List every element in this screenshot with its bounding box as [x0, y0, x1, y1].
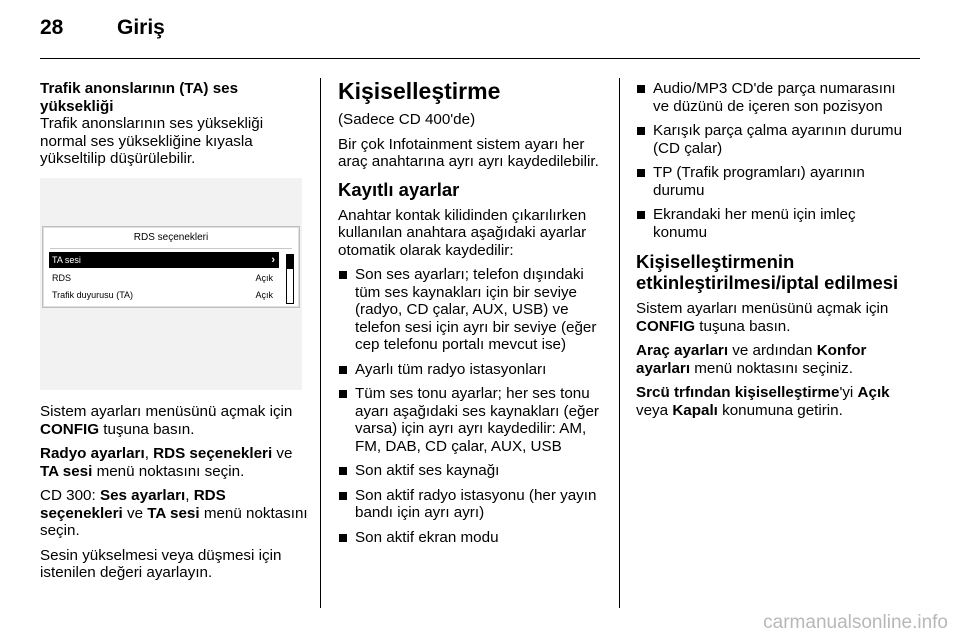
screen-row-value: Açık — [255, 273, 273, 283]
list-item — [636, 206, 910, 241]
text: Sistem ayarları menüsünü açmak için — [40, 403, 293, 420]
text: , — [185, 487, 194, 504]
list-item-text: Son ses ayarları; telefon dışındaki tüm ses kaynakları için bir seviye (radyo, CD çalar, AUX, USB) ve telefon sesi için ayrı bir seviye (eğer cep telefonu portalı mevcut ise) — [355, 266, 597, 353]
option-label: Kapalı — [672, 401, 718, 419]
bullet-icon — [637, 211, 645, 219]
right-column — [636, 80, 910, 426]
personalization-intro: Bir çok Infotainment sistem ayarı her araç anahtarına ayrı ayrı kaydedilebilir. — [338, 135, 599, 170]
screen-title-divider — [50, 248, 292, 249]
list-item — [636, 80, 910, 115]
list-item — [636, 122, 910, 157]
left-step-cd300 — [40, 487, 308, 540]
list-item — [338, 487, 606, 522]
list-item — [338, 361, 606, 379]
right-step-toggle — [636, 384, 910, 419]
bullet-icon — [339, 534, 347, 542]
left-step-adjust: Sesin yükselmesi veya düşmesi için istenilen değeri ayarlayın. — [40, 546, 282, 581]
screen-title: RDS seçenekleri — [133, 232, 209, 243]
rds-options-figure — [40, 178, 302, 390]
menu-label: Srcü trfından kişiselleştirme — [636, 384, 840, 401]
screen-row-value: Açık — [255, 290, 273, 300]
list-item-text: Tüm ses tonu ayarlar; her ses tonu ayarı aşağıdaki ses kaynakları (eğer varsa) için ayrı ayrı kaydedilir: AM, FM, DAB, CD çalar, AUX, USB — [355, 385, 599, 455]
chevron-right-icon: › — [271, 254, 275, 266]
menu-label: RDS seçenekleri — [153, 445, 273, 462]
list-item-text: Ekrandaki her menü için imleç konumu — [653, 206, 856, 241]
list-item-text: Son aktif ekran modu — [355, 528, 499, 546]
left-column-lower — [40, 403, 308, 589]
text: tuşuna basın. — [695, 317, 791, 335]
bullet-icon — [637, 85, 645, 93]
menu-label: TA sesi — [147, 504, 200, 522]
text: tuşuna basın. — [99, 420, 195, 438]
page-title: Giriş — [117, 16, 165, 39]
screen-scrollbar[interactable] — [286, 254, 294, 304]
screen-row-label: TA sesi — [52, 255, 81, 265]
text: , — [144, 445, 154, 462]
bullet-icon — [339, 492, 347, 500]
ta-volume-heading: Trafik anonslarının (TA) ses yüksekliği — [40, 80, 239, 115]
list-item — [636, 164, 910, 199]
screen-row-rds[interactable] — [49, 270, 279, 286]
list-item — [338, 462, 606, 480]
header-rule — [40, 58, 920, 59]
menu-label: Ses ayarları — [99, 487, 186, 504]
bullet-icon — [637, 127, 645, 135]
list-item-text: Karışık parça çalma ayarının durumu (CD çalar) — [653, 122, 903, 157]
text: ve ardından — [728, 342, 817, 359]
list-item-text: Audio/MP3 CD'de parça numarasını ve düzünü de içeren son pozisyon — [653, 80, 896, 115]
menu-label: Araç ayarları — [636, 342, 729, 359]
list-item-text: Son aktif ses kaynağı — [355, 462, 500, 479]
bullet-icon — [339, 467, 347, 475]
right-step-open-config — [636, 300, 910, 335]
list-item-text: Son aktif radyo istasyonu (her yayın bandı için ayrı ayrı) — [355, 486, 597, 521]
text: menü noktasını seçin. — [40, 504, 308, 539]
left-step-select-menu — [40, 445, 308, 480]
screen-row-label: Trafik duyurusu (TA) — [52, 290, 134, 300]
text: menü noktasını seçin. — [92, 462, 245, 480]
config-key-label: CONFIG — [40, 420, 100, 438]
text: konumuna getirin. — [717, 401, 843, 419]
text: CD 300: — [40, 487, 100, 504]
text: menü noktasını seçiniz. — [690, 359, 853, 377]
screen-row-traffic-announcement[interactable] — [49, 287, 279, 303]
bullet-icon — [339, 271, 347, 279]
saved-settings-list-continued — [636, 80, 910, 241]
page-number: 28 — [40, 16, 64, 39]
saved-settings-heading: Kayıtlı ayarlar — [338, 178, 460, 200]
list-item-text: TP (Trafik programları) ayarının durumu — [653, 164, 865, 199]
list-item — [338, 266, 606, 354]
rds-options-screen — [42, 226, 300, 308]
saved-settings-list — [338, 266, 606, 546]
menu-label: RDS seçenekleri — [40, 487, 226, 522]
personalization-note: (Sadece CD 400'de) — [338, 111, 476, 128]
watermark: carmanualsonline.info — [763, 612, 948, 633]
personalization-heading: Kişiselleştirme — [338, 78, 501, 104]
middle-column — [338, 78, 606, 553]
page-header — [40, 16, 920, 56]
text: ve — [122, 504, 148, 522]
menu-label: Radyo ayarları — [40, 445, 145, 462]
menu-label: Konfor ayarları — [636, 342, 867, 377]
list-item — [338, 385, 606, 455]
right-step-select-menu — [636, 342, 910, 377]
bullet-icon — [339, 390, 347, 398]
left-step-open-config — [40, 403, 308, 438]
bullet-icon — [637, 169, 645, 177]
config-key-label: CONFIG — [636, 317, 696, 335]
option-label: Açık — [857, 384, 890, 401]
text: Sistem ayarları menüsünü açmak için — [636, 300, 889, 317]
text: ve — [272, 445, 293, 462]
toggle-personalization-heading: Kişiselleştirmenin etkinleştirilmesi/iptal edilmesi — [636, 251, 899, 293]
menu-label: TA sesi — [40, 462, 93, 480]
text: 'yi — [839, 384, 858, 401]
column-divider-2 — [619, 78, 620, 608]
ta-volume-intro: Trafik anonslarının ses yüksekliği normal ses yüksekliğine kıyasla yükseltilip düşürülebilir. — [40, 115, 264, 167]
scrollbar-thumb[interactable] — [287, 255, 293, 269]
list-item — [338, 529, 606, 547]
screen-row-ta-volume[interactable] — [49, 252, 279, 268]
saved-settings-intro: Anahtar kontak kilidinden çıkarılırken kullanılan anahtara aşağıdaki ayarlar otomatik olarak kaydedilir: — [338, 206, 587, 259]
bullet-icon — [339, 366, 347, 374]
column-divider-1 — [320, 78, 321, 608]
screen-row-label: RDS — [52, 273, 72, 283]
text: veya — [636, 401, 673, 419]
list-item-text: Ayarlı tüm radyo istasyonları — [355, 360, 547, 378]
left-column — [40, 80, 308, 175]
